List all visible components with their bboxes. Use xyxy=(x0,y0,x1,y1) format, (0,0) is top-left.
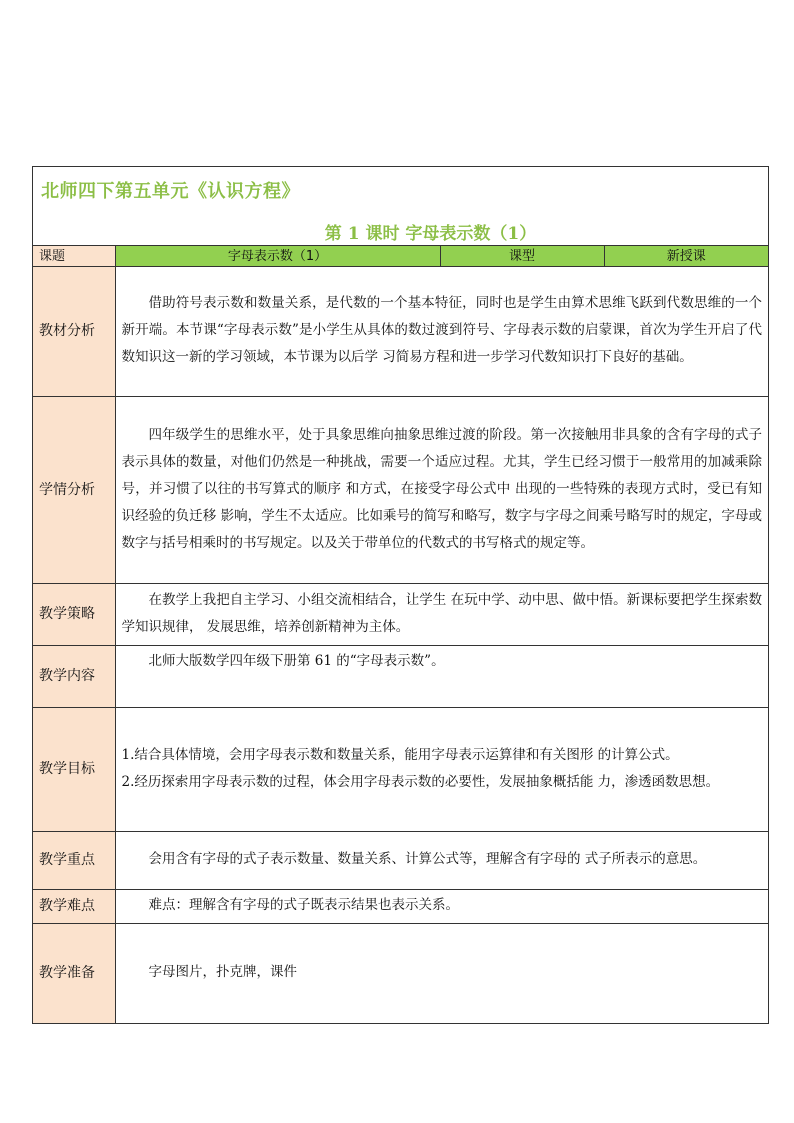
goals-list xyxy=(115,708,768,832)
students-text: 四年级学生的思维水平，处于具象思维向抽象思维过渡的阶段。第一次接触用非具象的含有字母的式子表示具体的数量，对他们仍然是一种挑战，需要一个适应过程。尤其，学生已经习惯于一般常用的加减乘除号，并习惯了以往的书写算式的顺序 和方式，在接受字母公式中 出现的一些特殊的表现方式时，受已有知识经验的负迁移 影响，学生不太适应。比如乘号的简写和略写，数字与字母之间乘号略写时的规定，字母或数字与括号相乘时的书写规定。以及关于带单位的代数式的书写格式的规定等。 xyxy=(115,397,768,584)
key-points-label: 教学重点 xyxy=(33,832,115,890)
strategy-row xyxy=(33,584,768,646)
difficulty-text: 难点：理解含有字母的式子既表示结果也表示关系。 xyxy=(115,890,768,924)
course-row xyxy=(33,246,768,267)
course-topic: 字母表示数（1） xyxy=(115,246,440,267)
students-label: 学情分析 xyxy=(33,397,115,584)
lesson-plan-document xyxy=(32,166,769,1024)
key-points-row xyxy=(33,832,768,890)
document-title: 北师四下第五单元《认识方程》 xyxy=(41,181,300,202)
content-text: 北师大版数学四年级下册第 61 的“字母表示数”。 xyxy=(115,646,768,708)
preparation-label: 教学准备 xyxy=(33,924,115,1023)
goals-row xyxy=(33,708,768,832)
content-label: 教学内容 xyxy=(33,646,115,708)
difficulty-row xyxy=(33,890,768,924)
lesson-plan-table xyxy=(33,246,768,1023)
content-row xyxy=(33,646,768,708)
course-label: 课题 xyxy=(33,246,115,267)
goal-item-1: 1.结合具体情境，会用字母表示数和数量关系，能用字母表示运算律和有关图形 的计算公式。 xyxy=(121,746,679,763)
preparation-text: 字母图片，扑克牌，课件 xyxy=(115,924,768,1023)
course-type-label: 课型 xyxy=(440,246,604,267)
key-points-text: 会用含有字母的式子表示数量、数量关系、计算公式等，理解含有字母的 式子所表示的意思。 xyxy=(115,832,768,890)
course-type-value: 新授课 xyxy=(604,246,768,267)
lesson-title: 第 1 课时 字母表示数（1） xyxy=(324,224,537,244)
material-label: 教材分析 xyxy=(33,267,115,397)
goals-label: 教学目标 xyxy=(33,708,115,832)
preparation-row xyxy=(33,924,768,1023)
goal-item-2: 2.经历探索用字母表示数的过程，体会用字母表示数的必要性，发展抽象概括能 力，渗透函数思想。 xyxy=(121,773,720,790)
difficulty-label: 教学难点 xyxy=(33,890,115,924)
title-block xyxy=(33,167,768,246)
material-text: 借助符号表示数和数量关系，是代数的一个基本特征，同时也是学生由算术思维飞跃到代数思维的一个新开端。本节课“字母表示数”是小学生从具体的数过渡到符号、字母表示数的启蒙课，首次为学生开启了代数知识这一新的学习领域，本节课为以后学 习简易方程和进一步学习代数知识打下良好的基础。 xyxy=(115,267,768,397)
material-row xyxy=(33,267,768,397)
strategy-text: 在教学上我把自主学习、小组交流相结合，让学生 在玩中学、动中思、做中悟。新课标要把学生探索数学知识规律， 发展思维，培养创新精神为主体。 xyxy=(115,584,768,646)
students-row xyxy=(33,397,768,584)
strategy-label: 教学策略 xyxy=(33,584,115,646)
